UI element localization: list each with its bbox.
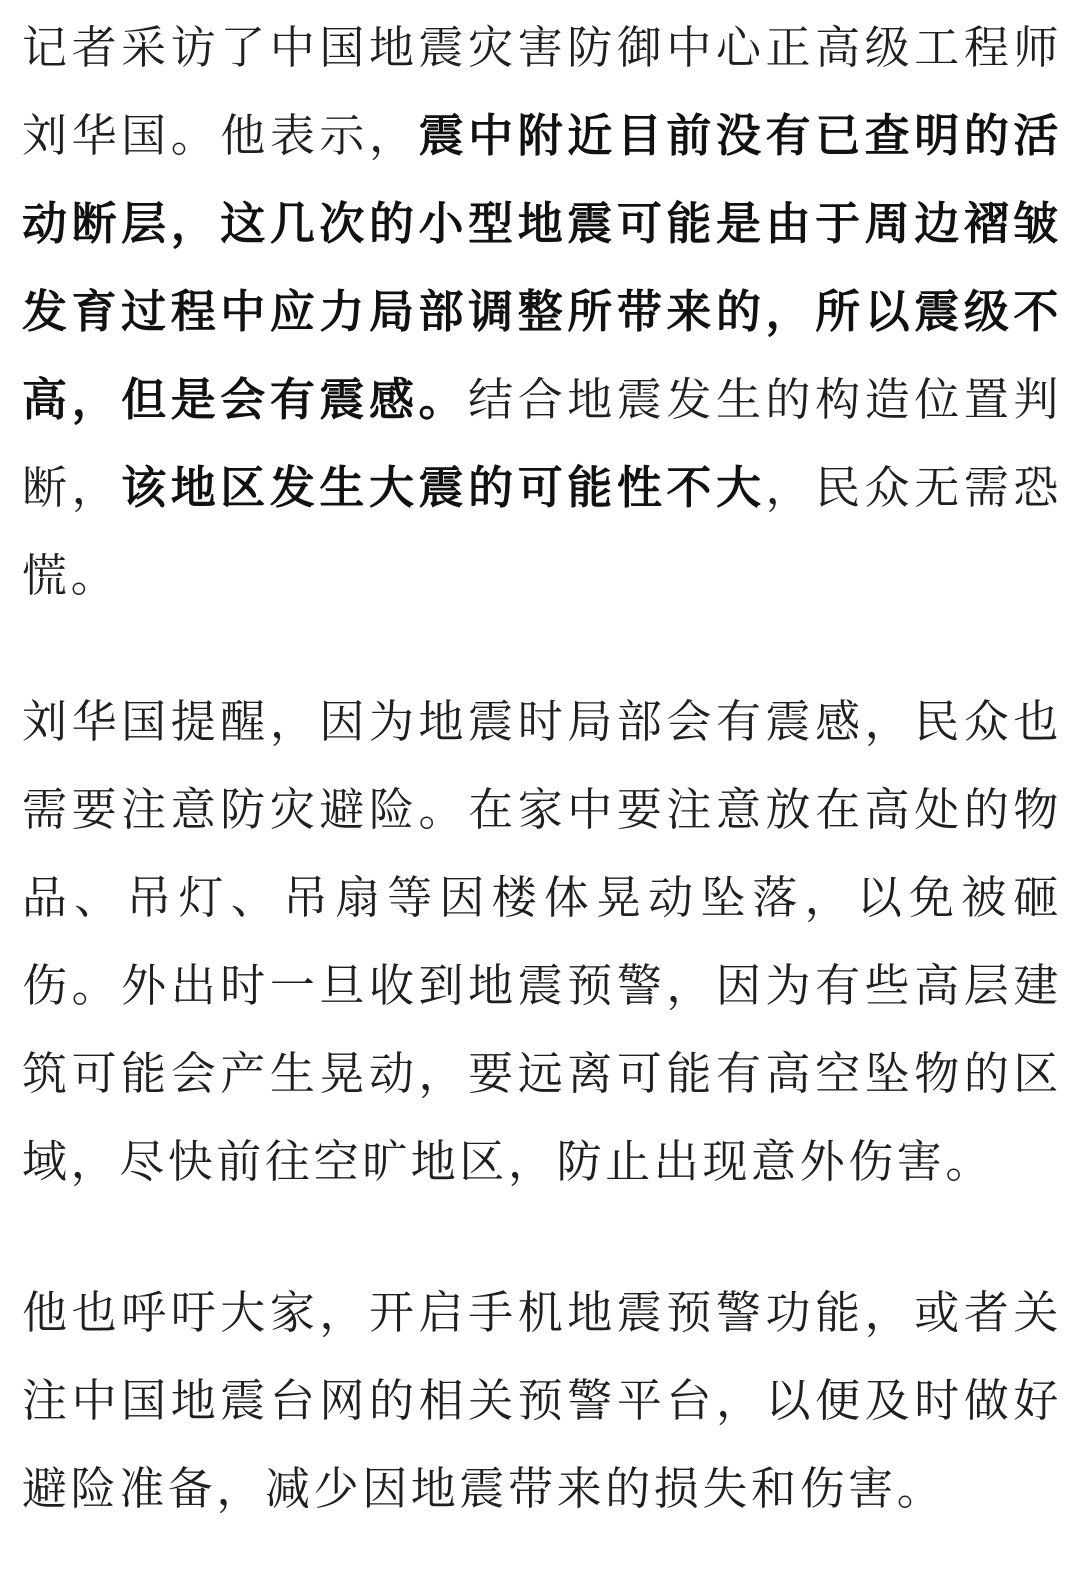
emphasized-text: 该地区发生大震的可能性不大 <box>121 461 766 514</box>
paragraph-safety-reminder: 刘华国提醒，因为地震时局部会有震感，民众也需要注意防灾避险。在家中要注意放在高处的物品、吊灯、吊扇等因楼体晃动坠落，以免被砸伤。外出时一旦收到地震预警，因为有些高层建筑可能会产生晃动，要远离可能有高空坠物的区域，尽快前往空旷地区，防止出现意外伤害。 <box>22 695 1062 1188</box>
emphasized-text: 震中附近目前没有已查明的活动断层，这几次的小型地震可能是由于周边褶皱发育过程中应力局部调整所带来的，所以震级不高，但是会有震感。 <box>22 109 1062 426</box>
paragraph-text: ，民众无需恐慌。 <box>22 461 1062 602</box>
paragraph-expert-interview <box>22 4 1062 620</box>
paragraph-text: 结合地震发生的构造位置判断， <box>22 373 1063 514</box>
paragraph-text: 记者采访了中国地震灾害防御中心正高级工程师刘华国。他表示， <box>22 21 1062 162</box>
paragraph-early-warning-appeal: 他也呼吁大家，开启手机地震预警功能，或者关注中国地震台网的相关预警平台，以便及时做好避险准备，减少因地震带来的损失和伤害。 <box>22 1286 1062 1515</box>
